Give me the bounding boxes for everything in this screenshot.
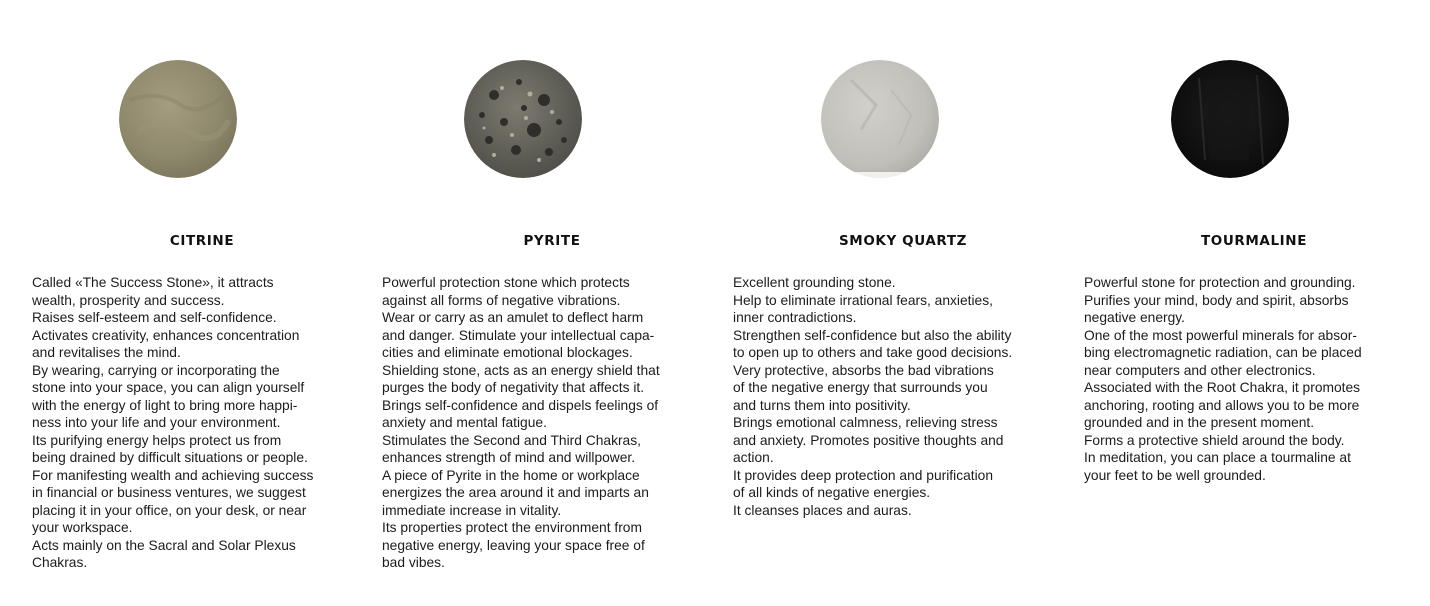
stone-card-smoky-quartz	[733, 0, 1073, 606]
citrine-stone-icon	[119, 60, 237, 178]
stone-description-citrine: Called «The Success Stone», it attracts wealth, prosperity and success. Raises self-esteem and self-confidence. Activates creativity, enhances concentration and revitalises the mind. By wearing, carrying or incorporating the stone into your space, you can align yourself with the energy of light to bring more happi- ness into your life and your environment. Its purifying energy helps protect us from being drained by difficult situations or people. For manifesting wealth and achieving success in financial or business ventures, we suggest placing it in your office, on your desk, or near your workspace. Acts mainly on the Sacral and Solar Plexus Chakras.	[32, 275, 314, 570]
stone-description-tourmaline: Powerful stone for protection and grounding. Purifies your mind, body and spirit, absorbs negative energy. One of the most powerful minerals for absor- bing electromagnetic radiation, can be placed near computers and other electronics. Associated with the Root Chakra, it promotes anchoring, rooting and allows you to be more grounded and in the present moment. Forms a protective shield around the body. In meditation, you can place a tourmaline at your feet to be well grounded.	[1084, 275, 1362, 483]
stone-card-tourmaline	[1084, 0, 1424, 606]
stone-title-pyrite: PYRITE	[523, 233, 581, 249]
stone-description-pyrite: Powerful protection stone which protects against all forms of negative vibrations. Wear or carry as an amulet to deflect harm and danger. Stimulate your intellectual capa- cities and eliminate emotional blockages. Shielding stone, acts as an energy shield that purges the body of negativity that affects it. Brings self-confidence and dispels feelings of anxiety and mental fatigue. Stimulates the Second and Third Chakras, enhances strength of mind and willpower. A piece of Pyrite in the home or workplace energizes the area around it and imparts an immediate increase in vitality. Its properties protect the environment from negative energy, leaving your space free of bad vibes.	[382, 275, 660, 570]
stone-title-citrine: CITRINE	[169, 233, 235, 249]
stone-card-citrine	[32, 0, 372, 606]
stone-title-smoky-quartz: SMOKY QUARTZ	[838, 233, 968, 249]
pyrite-stone-icon	[464, 60, 582, 178]
stone-description-smoky-quartz: Excellent grounding stone. Help to eliminate irrational fears, anxieties, inner contradictions. Strengthen self-confidence but also the ability to open up to others and take good decisions. Very protective, absorbs the bad vibrations of the negative energy that surrounds you and turns them into positivity. Brings emotional calmness, relieving stress and anxiety. Promotes positive thoughts and action. It provides deep protection and purification of all kinds of negative energies. It cleanses places and auras.	[733, 275, 1013, 518]
tourmaline-stone-icon	[1171, 60, 1289, 178]
smoky-quartz-stone-icon	[821, 60, 939, 178]
stone-card-pyrite	[382, 0, 722, 606]
stone-title-tourmaline: TOURMALINE	[1200, 233, 1308, 249]
